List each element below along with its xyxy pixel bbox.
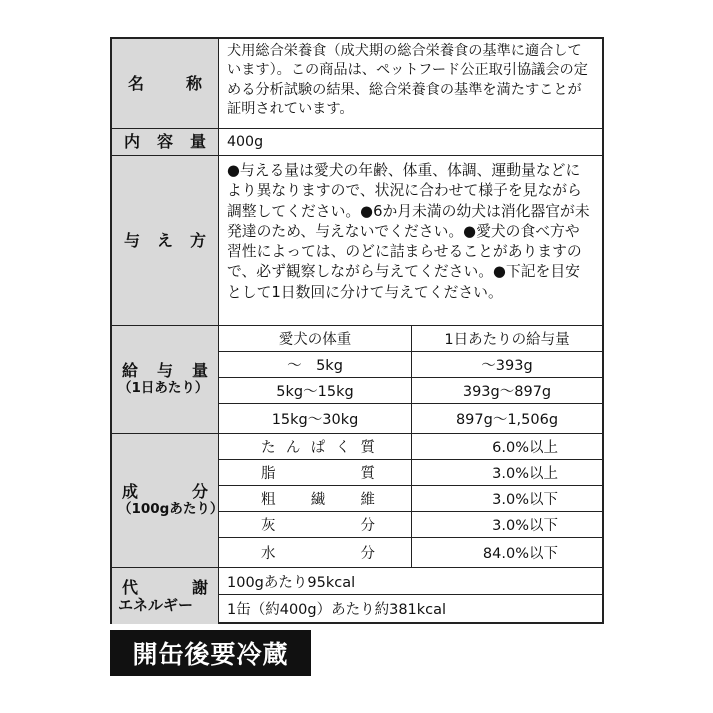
product-info-panel xyxy=(110,37,604,624)
nutrient-char: 質 xyxy=(360,440,375,456)
contents-value: 400g xyxy=(227,134,264,150)
row-feeding xyxy=(112,156,602,326)
label-char: 与 xyxy=(156,361,173,380)
table-row xyxy=(219,352,602,378)
label-char: 方 xyxy=(189,230,206,250)
nutrient-value: 84.0%以下 xyxy=(482,546,558,562)
amount-cell: 897g〜1,506g xyxy=(455,412,559,428)
amount-cell: 393g〜897g xyxy=(462,384,552,400)
label-char: 容 xyxy=(156,132,173,151)
label-char: 与 xyxy=(124,230,141,250)
weight-cell: 15kg〜30kg xyxy=(219,404,412,433)
nutrient-char: 繊 xyxy=(310,492,326,508)
nutrient-name xyxy=(219,486,412,511)
label-char: 量 xyxy=(191,361,208,380)
nutrient-char: 分 xyxy=(360,518,375,534)
row-feeding-amount xyxy=(112,326,602,434)
label-sub: （100gあたり） xyxy=(118,501,224,517)
nutrient-char: た xyxy=(261,440,276,456)
table-row xyxy=(219,434,602,460)
label-composition xyxy=(112,434,224,567)
table-row xyxy=(219,512,602,538)
weight-cell: 5kg〜15kg xyxy=(219,378,412,403)
energy-row xyxy=(219,568,602,595)
name-text: 犬用総合栄養食（成犬期の総合栄養食の基準に適合しています）。この商品は、ペットフード公正取引協議会の定める分析試験の結果、総合栄養食の基準を満たすことが証明されています。 xyxy=(227,43,588,117)
row-contents xyxy=(112,129,602,156)
label-feeding-amount xyxy=(112,326,219,433)
row-energy xyxy=(112,568,602,624)
label-feeding xyxy=(112,156,219,325)
nutrient-char: 脂 xyxy=(261,466,276,482)
label-char: 名 xyxy=(128,73,145,93)
table-row xyxy=(219,486,602,512)
nutrient-char: ん xyxy=(285,440,301,456)
label-char: 給 xyxy=(122,361,139,380)
label-char: 称 xyxy=(185,73,202,93)
feeding-amount-table xyxy=(219,326,602,433)
nutrient-char: 分 xyxy=(360,546,375,562)
table-row xyxy=(219,538,602,567)
nutrient-char: 水 xyxy=(261,546,276,562)
nutrient-value: 3.0%以下 xyxy=(492,492,558,508)
header-amount: 1日あたりの給与量 xyxy=(444,332,570,348)
energy-line: 1缶（約400g）あたり約381kcal xyxy=(227,602,447,618)
nutrient-char: 粗 xyxy=(261,492,276,508)
row-name xyxy=(112,39,602,129)
label-name xyxy=(112,39,219,128)
energy-row xyxy=(219,595,602,622)
nutrient-value: 6.0%以上 xyxy=(492,440,558,456)
nutrient-char: ぱ xyxy=(310,440,326,456)
nutrient-name xyxy=(219,434,412,459)
label-char: え xyxy=(156,230,173,250)
label-contents xyxy=(112,129,219,155)
table-row xyxy=(219,404,602,433)
label-char: 代 xyxy=(122,577,139,597)
label-sub: エネルギー xyxy=(118,595,194,614)
nutrient-name xyxy=(219,460,412,485)
nutrient-char: 質 xyxy=(360,466,375,482)
refrigerate-banner: 開缶後要冷蔵 xyxy=(110,630,311,676)
label-char: 内 xyxy=(124,132,141,151)
feeding-text: ●与える量は愛犬の年齢、体重、体調、運動量などにより異なりますので、状況に合わせて様子を見ながら調整してください。●6か月未満の幼犬は消化器官が未発達のため、与えないでください。●愛犬の食べ方や習性によっては、のどに詰まらせることがありますので、必ず観察しながら与えてください。●下記を目安として1日数回に分けて与えてください。 xyxy=(227,162,590,301)
header-weight: 愛犬の体重 xyxy=(219,326,412,351)
nutrient-value: 3.0%以下 xyxy=(492,518,558,534)
table-row xyxy=(219,378,602,404)
table-row xyxy=(219,460,602,486)
energy-lines xyxy=(219,568,602,624)
nutrient-char: 維 xyxy=(360,492,375,508)
nutrient-name xyxy=(219,512,412,537)
label-char: 成 xyxy=(122,482,139,501)
nutrient-name xyxy=(219,538,412,567)
nutrient-char: 灰 xyxy=(261,518,276,534)
label-sub: （1日あたり） xyxy=(118,380,209,396)
row-composition xyxy=(112,434,602,568)
nutrient-char: く xyxy=(335,440,351,456)
weight-cell: 〜 5kg xyxy=(219,352,412,377)
amount-cell: 〜393g xyxy=(481,358,533,374)
energy-line: 100gあたり95kcal xyxy=(227,574,356,591)
label-char: 分 xyxy=(191,482,208,501)
label-char: 量 xyxy=(189,132,206,151)
nutrient-value: 3.0%以上 xyxy=(492,466,558,482)
label-char: 謝 xyxy=(191,577,208,597)
label-energy xyxy=(112,568,219,624)
table-header-row xyxy=(219,326,602,352)
composition-table xyxy=(219,434,602,567)
